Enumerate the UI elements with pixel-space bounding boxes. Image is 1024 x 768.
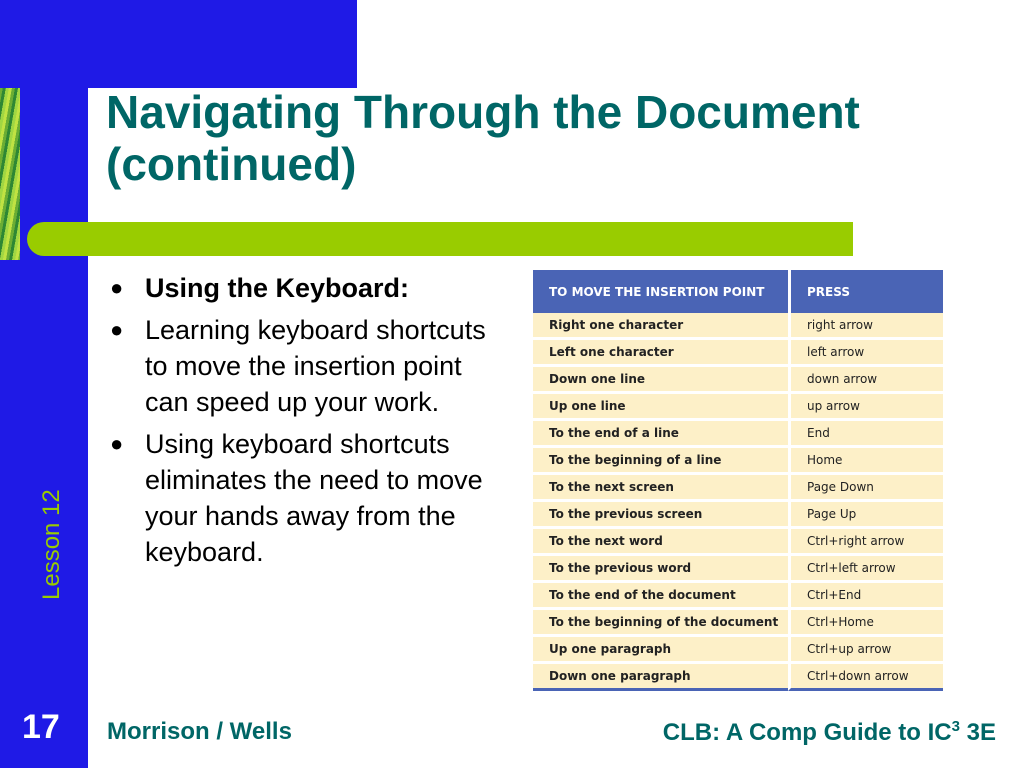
table-row bbox=[533, 529, 943, 556]
row-action: To the next screen bbox=[533, 475, 788, 502]
bullet-dot-icon: ● bbox=[110, 431, 124, 456]
bullet-text: Learning keyboard shortcuts to move the insertion point can speed up your work. bbox=[145, 315, 486, 417]
row-key: Ctrl+up arrow bbox=[788, 637, 943, 664]
row-key: down arrow bbox=[788, 367, 943, 394]
row-action: Up one line bbox=[533, 394, 788, 421]
row-action: To the end of the document bbox=[533, 583, 788, 610]
row-key: Home bbox=[788, 448, 943, 475]
header-move: TO MOVE THE INSERTION POINT bbox=[533, 270, 788, 313]
row-key: left arrow bbox=[788, 340, 943, 367]
shortcut-table bbox=[533, 270, 943, 691]
table-row bbox=[533, 367, 943, 394]
footer-title-suffix: 3E bbox=[959, 719, 996, 746]
row-action: Down one paragraph bbox=[533, 664, 788, 691]
left-sidebar bbox=[0, 0, 88, 768]
lesson-label: Lesson 12 bbox=[38, 489, 65, 600]
table-row bbox=[533, 394, 943, 421]
page-number: 17 bbox=[22, 708, 60, 746]
footer-authors: Morrison / Wells bbox=[107, 718, 292, 745]
slide-title bbox=[106, 86, 1006, 190]
shortcut-table-container bbox=[533, 270, 943, 691]
bullet-text: Using the Keyboard: bbox=[145, 273, 410, 303]
title-underline-bar bbox=[27, 222, 853, 256]
bullet-list bbox=[108, 270, 508, 576]
row-key: right arrow bbox=[788, 313, 943, 340]
row-key: up arrow bbox=[788, 394, 943, 421]
bullet-dot-icon: ● bbox=[110, 275, 124, 300]
row-key: Ctrl+End bbox=[788, 583, 943, 610]
row-action: To the previous word bbox=[533, 556, 788, 583]
row-action: To the end of a line bbox=[533, 421, 788, 448]
row-key: Ctrl+left arrow bbox=[788, 556, 943, 583]
row-action: Down one line bbox=[533, 367, 788, 394]
table-row bbox=[533, 421, 943, 448]
bullet-item bbox=[108, 312, 508, 420]
table-row bbox=[533, 583, 943, 610]
table-header-row bbox=[533, 270, 943, 313]
title-line-1: Navigating Through the Document bbox=[106, 86, 860, 138]
row-action: Up one paragraph bbox=[533, 637, 788, 664]
row-key: Page Up bbox=[788, 502, 943, 529]
row-action: To the beginning of a line bbox=[533, 448, 788, 475]
row-key: End bbox=[788, 421, 943, 448]
bullet-dot-icon: ● bbox=[110, 317, 124, 342]
table-row bbox=[533, 313, 943, 340]
row-key: Ctrl+right arrow bbox=[788, 529, 943, 556]
row-key: Page Down bbox=[788, 475, 943, 502]
footer-title-superscript: 3 bbox=[951, 718, 960, 735]
row-action: Left one character bbox=[533, 340, 788, 367]
footer-book-title bbox=[663, 718, 996, 747]
footer-title-prefix: CLB: A Comp Guide to IC bbox=[662, 719, 952, 746]
table-row bbox=[533, 556, 943, 583]
row-action: To the previous screen bbox=[533, 502, 788, 529]
bullet-item bbox=[108, 426, 508, 570]
title-line-2: (continued) bbox=[106, 138, 357, 190]
bullet-text: Using keyboard shortcuts eliminates the need to move your hands away from the keyboard. bbox=[145, 429, 483, 567]
row-key: Ctrl+down arrow bbox=[788, 664, 943, 691]
row-action: To the next word bbox=[533, 529, 788, 556]
row-key: Ctrl+Home bbox=[788, 610, 943, 637]
table-row bbox=[533, 610, 943, 637]
bullet-item bbox=[108, 270, 508, 306]
table-row bbox=[533, 475, 943, 502]
table-row bbox=[533, 664, 943, 691]
top-color-block bbox=[0, 0, 357, 88]
table-row bbox=[533, 448, 943, 475]
row-action: To the beginning of the document bbox=[533, 610, 788, 637]
header-press: PRESS bbox=[788, 270, 943, 313]
table-row bbox=[533, 502, 943, 529]
table-row bbox=[533, 637, 943, 664]
table-row bbox=[533, 340, 943, 367]
row-action: Right one character bbox=[533, 313, 788, 340]
